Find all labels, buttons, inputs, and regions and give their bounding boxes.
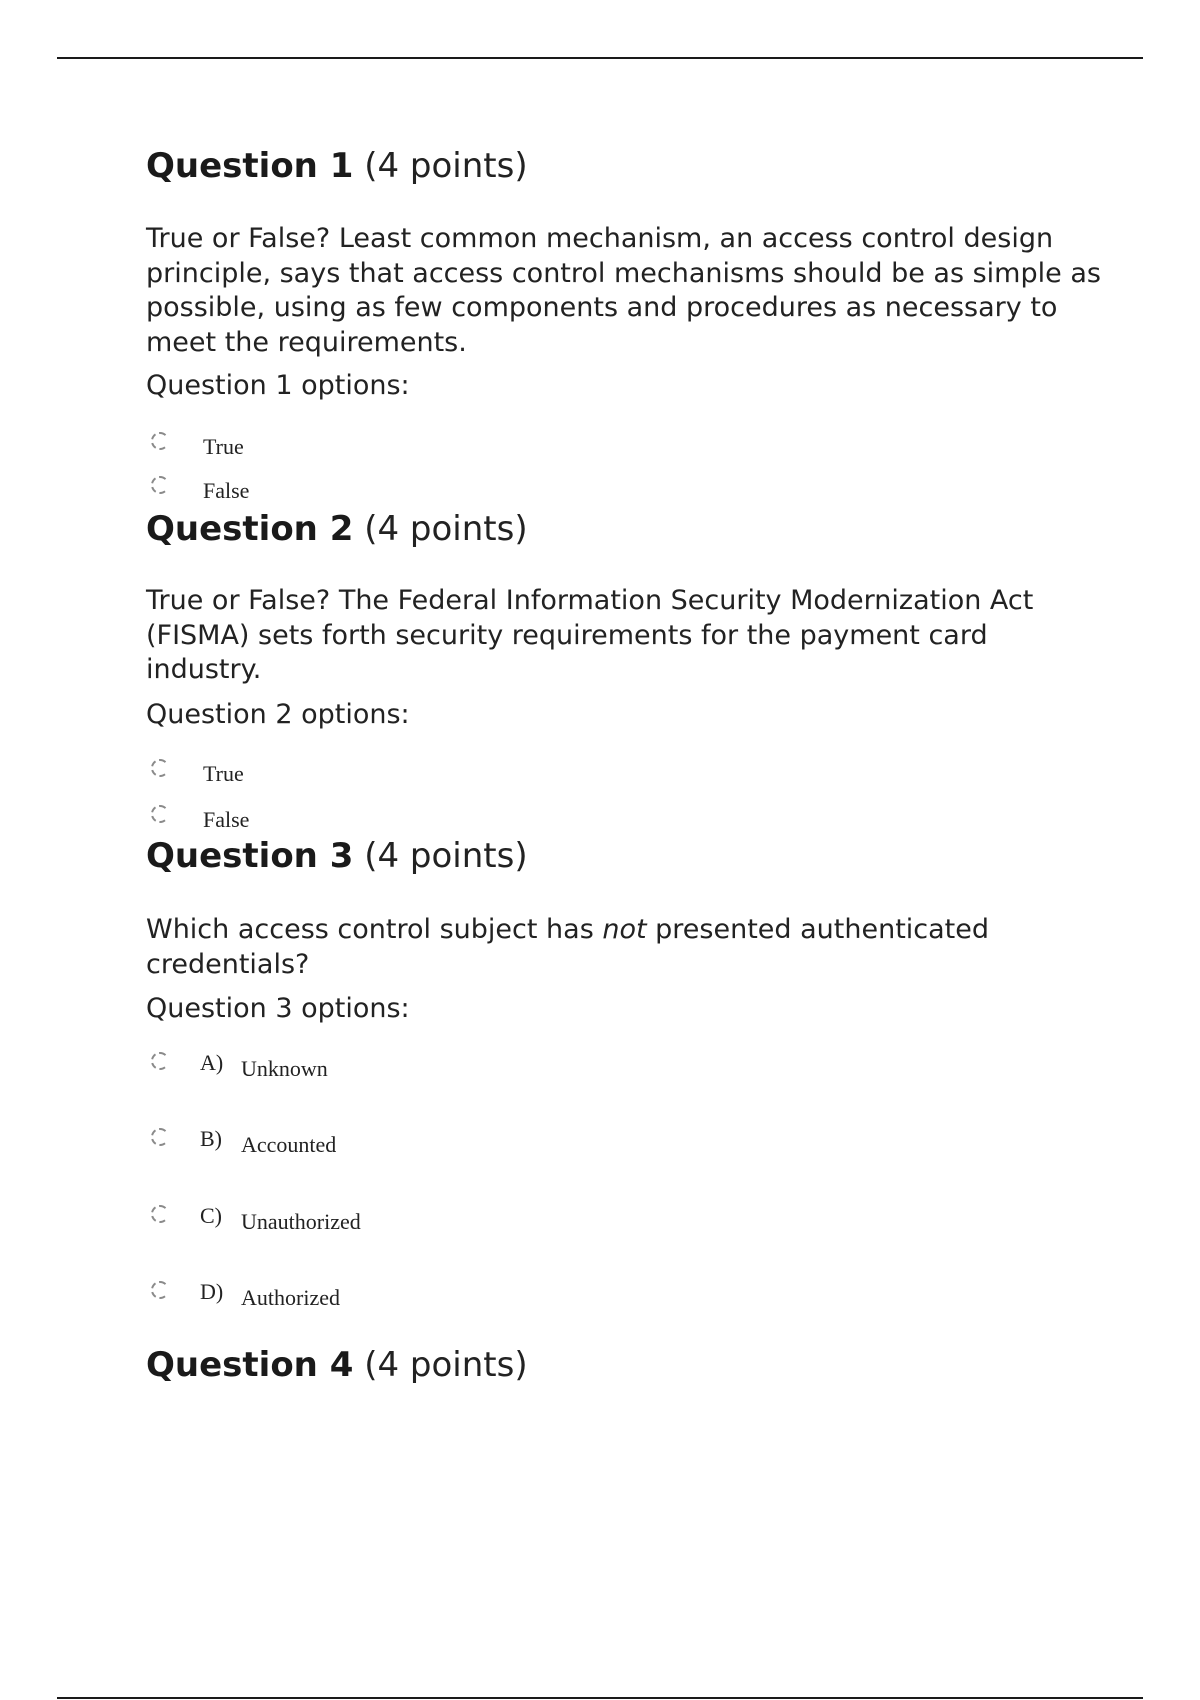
option-label: Unauthorized <box>241 1209 361 1234</box>
question-points: (4 points) <box>364 1345 528 1385</box>
option-false[interactable] <box>146 805 746 835</box>
option-label: False <box>203 807 250 832</box>
question-text: True or False? The Federal Information Security Modernization Act (FISMA) sets forth security requirements for the payment card industry. <box>146 585 1034 685</box>
options-label: Question 2 options: <box>146 699 410 730</box>
question-points: (4 points) <box>364 146 528 186</box>
option-false[interactable] <box>146 476 746 506</box>
option-letter: B) <box>200 1126 222 1151</box>
option-b[interactable] <box>146 1128 746 1158</box>
option-label: True <box>203 434 244 459</box>
option-label: Unknown <box>241 1056 328 1081</box>
question-points: (4 points) <box>364 509 528 549</box>
option-letter: D) <box>200 1279 224 1304</box>
question-title: Question 3 <box>146 836 354 876</box>
top-divider <box>57 57 1143 59</box>
bottom-divider <box>57 1697 1143 1699</box>
question-text-end: presented authenticated credentials? <box>146 914 990 980</box>
question-title: Question 2 <box>146 509 354 549</box>
options-label: Question 1 options: <box>146 370 410 401</box>
radio-button[interactable] <box>151 1128 169 1146</box>
option-true[interactable] <box>146 759 746 789</box>
radio-button[interactable] <box>151 476 169 494</box>
radio-button[interactable] <box>151 1052 169 1070</box>
question-heading <box>146 1345 528 1385</box>
question-heading <box>146 836 528 876</box>
option-letter: A) <box>200 1050 224 1075</box>
question-heading <box>146 146 528 186</box>
radio-button[interactable] <box>151 805 169 823</box>
question-heading <box>146 509 528 549</box>
radio-button[interactable] <box>151 432 169 450</box>
option-d[interactable] <box>146 1281 746 1311</box>
question-text-emphasis: not <box>602 914 647 945</box>
options-label: Question 3 options: <box>146 993 410 1024</box>
option-letter: C) <box>200 1203 222 1228</box>
question-title: Question 4 <box>146 1345 354 1385</box>
option-label: True <box>203 761 244 786</box>
option-c[interactable] <box>146 1205 746 1235</box>
option-label: Accounted <box>241 1132 337 1157</box>
question-title: Question 1 <box>146 146 354 186</box>
radio-button[interactable] <box>151 759 169 777</box>
question-text-start: Which access control subject has <box>146 914 603 945</box>
radio-button[interactable] <box>151 1281 169 1299</box>
option-true[interactable] <box>146 432 746 462</box>
option-label: Authorized <box>241 1285 340 1310</box>
question-points: (4 points) <box>364 836 528 876</box>
question-text <box>146 913 1106 982</box>
option-label: False <box>203 478 250 503</box>
question-text: True or False? Least common mechanism, an access control design principle, says that access control mechanisms should be as simple as possible, using as few components and procedures as necessary to meet the requirements. <box>146 223 1101 358</box>
radio-button[interactable] <box>151 1205 169 1223</box>
option-a[interactable] <box>146 1052 746 1082</box>
